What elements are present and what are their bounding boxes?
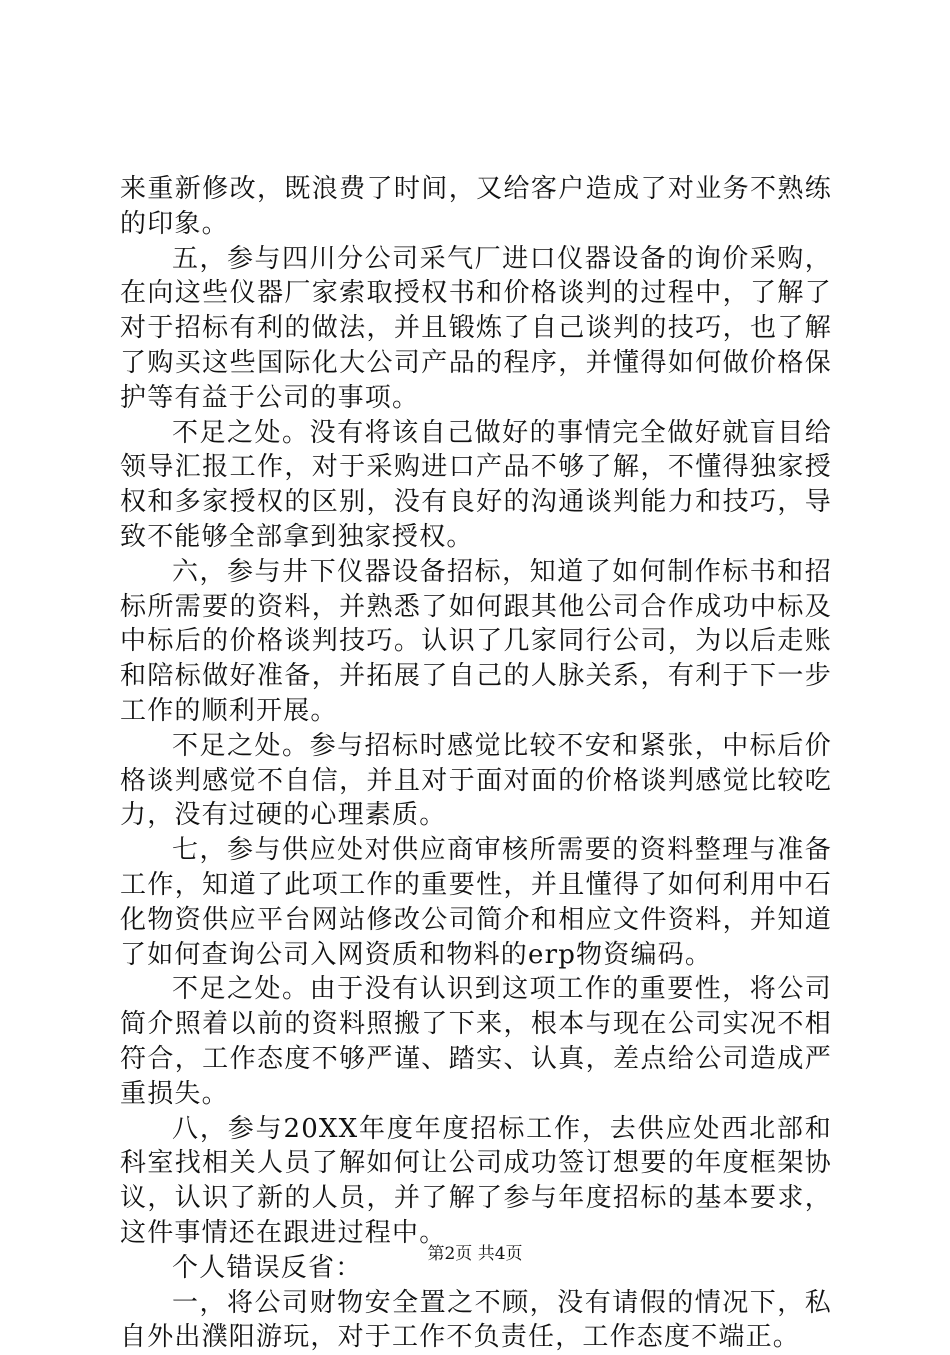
paragraph-reflection-one: 一，将公司财物安全置之不顾，没有请假的情况下，私自外出濮阳游玩，对于工作不负责任，工作态度不端正。	[120, 1286, 832, 1355]
document-body	[120, 172, 832, 1355]
page-number-footer: 第2页 共4页	[0, 1243, 950, 1265]
paragraph-item-seven: 七，参与供应处对供应商审核所需要的资料整理与准备工作，知道了此项工作的重要性，并且懂得了如何利用中石化物资供应平台网站修改公司简介和相应文件资料，并知道了如何查询公司入网资质和物料的erp物资编码。	[120, 833, 832, 972]
paragraph-shortcoming-five: 不足之处。没有将该自己做好的事情完全做好就盲目给领导汇报工作，对于采购进口产品不够了解，不懂得独家授权和多家授权的区别，没有良好的沟通谈判能力和技巧，导致不能够全部拿到独家授权。	[120, 416, 832, 555]
paragraph-continuation: 来重新修改，既浪费了时间，又给客户造成了对业务不熟练的印象。	[120, 172, 832, 242]
section-heading-self-reflection: 个人错误反省：	[120, 1251, 832, 1286]
paragraph-item-six: 六，参与井下仪器设备招标，知道了如何制作标书和招标所需要的资料，并熟悉了如何跟其他公司合作成功中标及中标后的价格谈判技巧。认识了几家同行公司，为以后走账和陪标做好准备，并拓展了自己的人脉关系，有利于下一步工作的顺利开展。	[120, 555, 832, 729]
paragraph-shortcoming-seven: 不足之处。由于没有认识到这项工作的重要性，将公司简介照着以前的资料照搬了下来，根本与现在公司实况不相符合，工作态度不够严谨、踏实、认真，差点给公司造成严重损失。	[120, 972, 832, 1111]
paragraph-item-eight: 八，参与20XX年度年度招标工作，去供应处西北部和科室找相关人员了解如何让公司成功签订想要的年度框架协议，认识了新的人员，并了解了参与年度招标的基本要求，这件事情还在跟进过程中。	[120, 1112, 832, 1251]
paragraph-item-five: 五，参与四川分公司采气厂进口仪器设备的询价采购，在向这些仪器厂家索取授权书和价格谈判的过程中，了解了对于招标有利的做法，并且锻炼了自己谈判的技巧，也了解了购买这些国际化大公司产品的程序，并懂得如何做价格保护等有益于公司的事项。	[120, 242, 832, 416]
paragraph-shortcoming-six: 不足之处。参与招标时感觉比较不安和紧张，中标后价格谈判感觉不自信，并且对于面对面的价格谈判感觉比较吃力，没有过硬的心理素质。	[120, 729, 832, 833]
